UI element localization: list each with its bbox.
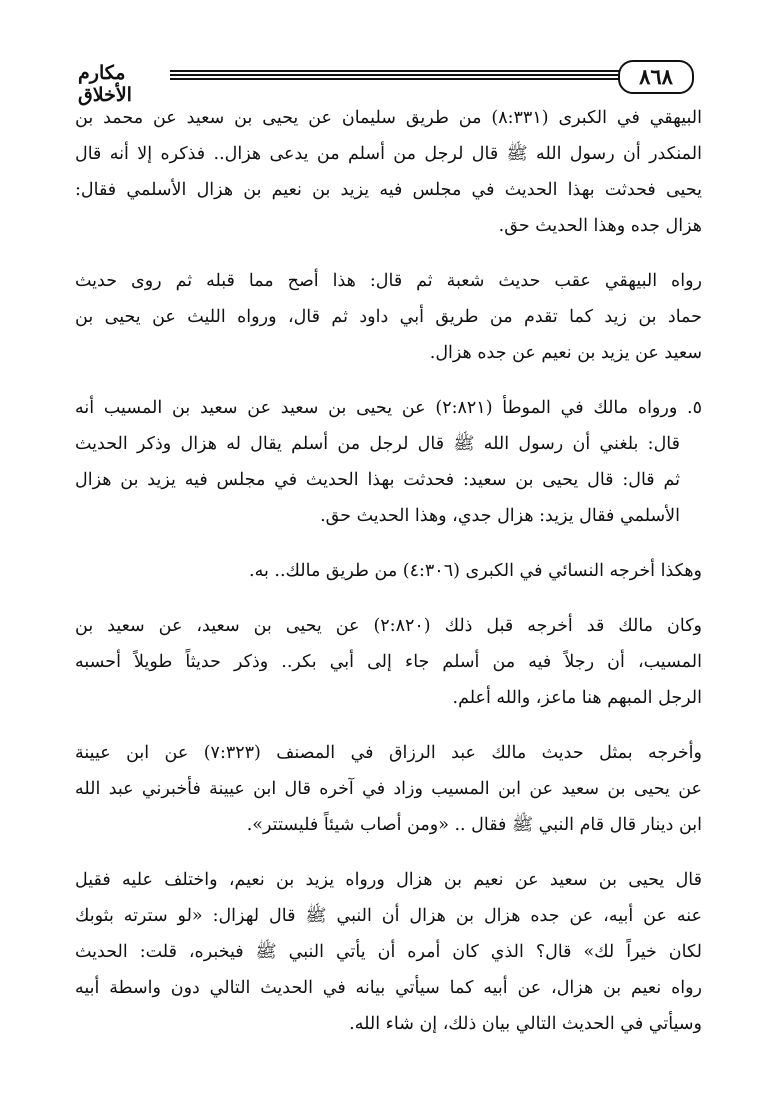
text-line: قال: بلغني أن رسول الله ﷺ قال لرجل من أسلم يقال له هزال وذكر الحديث [75, 434, 680, 454]
paragraph [75, 263, 702, 371]
book-title: مكارم الأخلاق [78, 62, 132, 106]
page-number: ٨٦٨ [618, 60, 694, 94]
text-line: وسيأتي في الحديث التالي بيان ذلك، إن شاء الله. [349, 1014, 702, 1034]
text-line: وهكذا أخرجه النسائي في الكبرى (٤:٣٠٦) من طريق مالك.. به. [249, 561, 702, 581]
header-rule [170, 70, 620, 72]
page-body [75, 100, 702, 1061]
text-line: ثم قال: قال يحيى بن سعيد: فحدثت بهذا الحديث في مجلس فيه يزيد بن هزال [75, 470, 680, 490]
paragraph [75, 100, 702, 244]
header-rule [170, 78, 620, 80]
text-line: رواه نعيم بن هزال، عن أبيه كما سيأتي بيانه في الحديث التالي دون واسطة أبيه [75, 978, 702, 998]
text-line: قال يحيى بن سعيد عن نعيم بن هزال ورواه يزيد بن نعيم، واختلف عليه فقيل [75, 870, 702, 890]
paragraph [75, 862, 702, 1042]
text-line: وأخرجه بمثل حديث مالك عبد الرزاق في المصنف (٧:٣٢٣) عن ابن عيينة [75, 743, 702, 763]
text-line: البيهقي في الكبرى (٨:٣٣١) من طريق سليمان عن يحيى بن سعيد عن محمد بن [75, 108, 702, 128]
text-line: حماد بن زيد كما تقدم من طريق أبي داود ثم قال، ورواه الليث عن يحيى بن [75, 307, 702, 327]
paragraph [75, 553, 702, 589]
paragraph [75, 608, 702, 716]
text-line: المسيب، أن رجلاً فيه من أسلم جاء إلى أبي بكر.. وذكر حديثاً طويلاً أحسبه [75, 652, 702, 672]
text-line: لكان خيراً لك» قال؟ الذي كان أمره أن يأتي النبي ﷺ فيخبره، قلت: الحديث [75, 942, 702, 962]
numbered-paragraph [75, 390, 702, 534]
text-line: المنكدر أن رسول الله ﷺ قال لرجل من أسلم من يدعى هزال.. فذكره إلا أنه قال [75, 144, 702, 164]
text-line: رواه البيهقي عقب حديث شعبة ثم قال: هذا أصح مما قبله ثم روى حديث [75, 271, 702, 291]
header-rule [170, 74, 620, 76]
text-line: وكان مالك قد أخرجه قبل ذلك (٢:٨٢٠) عن يحيى بن سعيد، عن سعيد بن [75, 616, 702, 636]
text-line: هزال جده وهذا الحديث حق. [498, 216, 702, 236]
text-line: الأسلمي فقال يزيد: هزال جدي، وهذا الحديث حق. [320, 506, 680, 526]
running-header [78, 58, 696, 106]
text-line: عن يحيى بن سعيد عن ابن المسيب وزاد في آخره قال ابن عيينة فأخبرني عبد الله [75, 779, 702, 799]
text-line: ٥. ورواه مالك في الموطأ (٢:٨٢١) عن يحيى بن سعيد عن سعيد بن المسيب أنه [75, 398, 703, 418]
text-line: ابن دينار قال قام النبي ﷺ فقال .. «ومن أصاب شيئاً فليستتر». [246, 815, 702, 835]
paragraph [75, 735, 702, 843]
text-line: سعيد عن يزيد بن نعيم عن جده هزال. [429, 343, 702, 363]
text-line: يحيى فحدثت بهذا الحديث في مجلس فيه يزيد بن نعيم بن هزال الأسلمي فقال: [75, 180, 702, 200]
text-line: عنه عن أبيه، عن جده هزال بن هزال أن النبي ﷺ قال لهزال: «لو سترته بثوبك [75, 906, 702, 926]
text-line: الرجل المبهم هنا ماعز، والله أعلم. [452, 688, 702, 708]
